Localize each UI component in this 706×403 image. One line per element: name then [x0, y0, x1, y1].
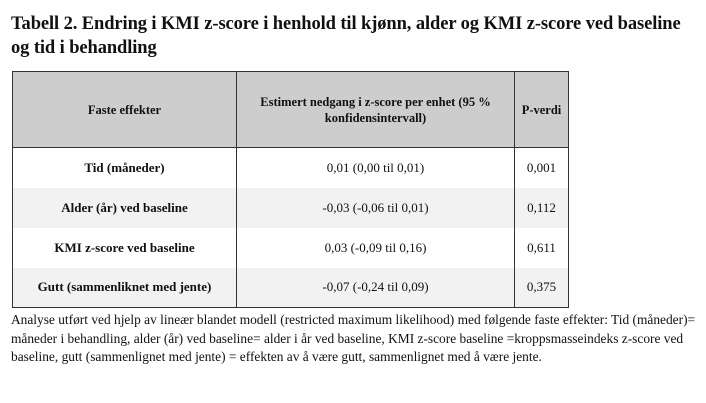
row-label: Alder (år) ved baseline [13, 188, 237, 228]
row-p-value: 0,001 [515, 148, 569, 188]
row-estimate: 0,01 (0,00 til 0,01) [237, 148, 515, 188]
table-row [13, 188, 569, 228]
table-row [13, 268, 569, 308]
row-estimate: 0,03 (-0,09 til 0,16) [237, 228, 515, 268]
row-label: Gutt (sammenliknet med jente) [13, 268, 237, 308]
row-p-value: 0,112 [515, 188, 569, 228]
row-estimate: -0,07 (-0,24 til 0,09) [237, 268, 515, 308]
row-estimate: -0,03 (-0,06 til 0,01) [237, 188, 515, 228]
table-title: Tabell 2. Endring i KMI z-score i henhold til kjønn, alder og KMI z-score ved baseline og tid i behandling [11, 14, 681, 58]
row-label: KMI z-score ved baseline [13, 228, 237, 268]
header-p-value: P-verdi [515, 72, 569, 148]
row-p-value: 0,375 [515, 268, 569, 308]
table-row [13, 228, 569, 268]
table-header-row [13, 72, 569, 148]
table-footnote: Analyse utført ved hjelp av lineær blandet modell (restricted maximum likelihood) med følgende faste effekter: Tid (måneder)= måneder i behandling, alder (år) ved baseline= alder i år ved baseline, KMI z-score baseline =kroppsmasseindeks z-score ved baseline, gutt (sammenlignet med jente) = effekten av å være gutt, sammenlignet med å være jente. [11, 312, 696, 364]
results-table [12, 71, 569, 308]
header-fixed-effects: Faste effekter [13, 72, 237, 148]
row-label: Tid (måneder) [13, 148, 237, 188]
header-estimate: Estimert nedgang i z-score per enhet (95 % konfidensintervall) [237, 72, 515, 148]
row-p-value: 0,611 [515, 228, 569, 268]
table-row [13, 148, 569, 188]
